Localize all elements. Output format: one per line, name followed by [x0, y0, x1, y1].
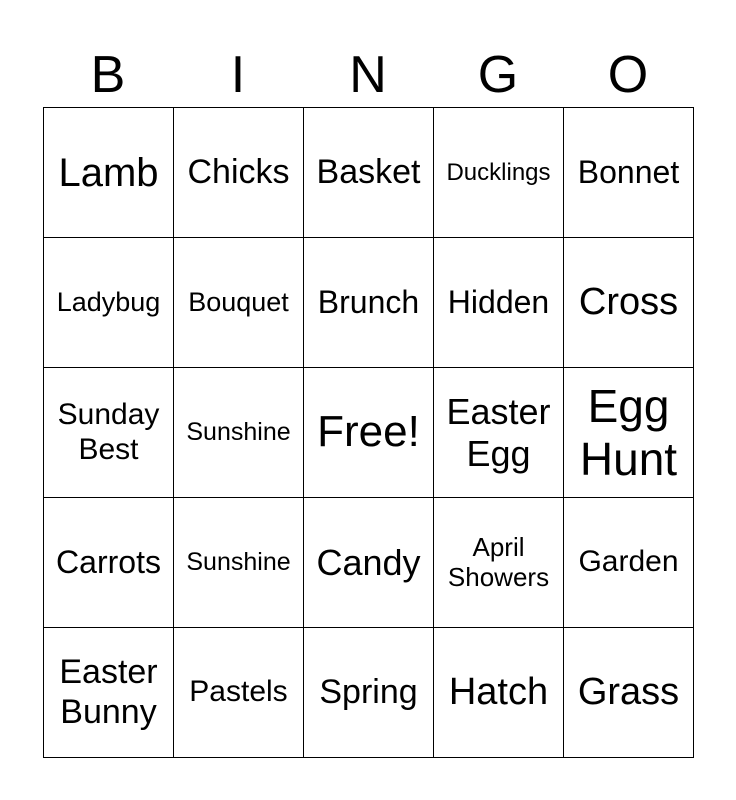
cell-text: Sunshine	[186, 548, 291, 577]
bingo-cell[interactable]	[44, 368, 174, 498]
cell-text: Garden	[578, 545, 679, 579]
cell-text: Bonnet	[577, 154, 680, 191]
cell-text: Carrots	[56, 544, 161, 581]
cell-text: Spring	[319, 672, 418, 711]
cell-text: Bouquet	[188, 286, 289, 317]
bingo-cell[interactable]	[564, 108, 694, 238]
bingo-cell[interactable]	[174, 238, 304, 368]
bingo-cell[interactable]	[44, 628, 174, 758]
bingo-header	[43, 44, 693, 106]
bingo-cell[interactable]	[44, 108, 174, 238]
cell-text: Candy	[316, 541, 421, 583]
cell-text: April Showers	[447, 531, 550, 592]
cell-text: Sunday Best	[57, 398, 160, 466]
bingo-cell[interactable]	[434, 108, 564, 238]
header-letter-b: B	[90, 46, 126, 104]
bingo-cell[interactable]	[174, 108, 304, 238]
bingo-cell[interactable]	[434, 628, 564, 758]
bingo-board	[43, 107, 694, 758]
bingo-cell[interactable]	[174, 368, 304, 498]
cell-text: Hatch	[448, 670, 549, 713]
bingo-cell[interactable]	[304, 628, 434, 758]
cell-text: Cross	[578, 280, 679, 323]
cell-text: Pastels	[189, 675, 288, 709]
bingo-cell[interactable]	[304, 108, 434, 238]
header-letter-n: N	[349, 46, 387, 104]
bingo-cell[interactable]	[174, 498, 304, 628]
cell-text: Grass	[577, 670, 680, 713]
cell-text: Brunch	[317, 284, 420, 321]
header-letter-g: G	[477, 46, 519, 104]
bingo-cell[interactable]	[304, 498, 434, 628]
cell-text: Easter Bunny	[59, 653, 158, 731]
cell-text: Egg Hunt	[579, 379, 678, 485]
bingo-cell[interactable]	[174, 628, 304, 758]
bingo-cell[interactable]	[434, 498, 564, 628]
cell-text: Chicks	[187, 152, 290, 191]
bingo-cell[interactable]	[564, 238, 694, 368]
header-letter-o: O	[607, 46, 649, 104]
header-letter-i: I	[230, 46, 246, 104]
cell-text: Easter Egg	[446, 391, 551, 474]
cell-text: Lamb	[58, 150, 159, 195]
bingo-cell[interactable]	[44, 498, 174, 628]
bingo-cell[interactable]	[44, 238, 174, 368]
bingo-cell[interactable]	[304, 238, 434, 368]
cell-text: Ducklings	[446, 158, 551, 186]
cell-text: Hidden	[447, 284, 550, 321]
bingo-cell[interactable]	[434, 368, 564, 498]
bingo-cell[interactable]	[434, 238, 564, 368]
bingo-cell[interactable]	[564, 498, 694, 628]
cell-text: Basket	[316, 152, 421, 191]
cell-text: Sunshine	[186, 418, 291, 447]
free-space-cell[interactable]	[304, 368, 434, 498]
cell-text: Ladybug	[56, 286, 161, 317]
bingo-cell[interactable]	[564, 628, 694, 758]
bingo-cell[interactable]	[564, 368, 694, 498]
cell-text: Free!	[317, 407, 420, 457]
